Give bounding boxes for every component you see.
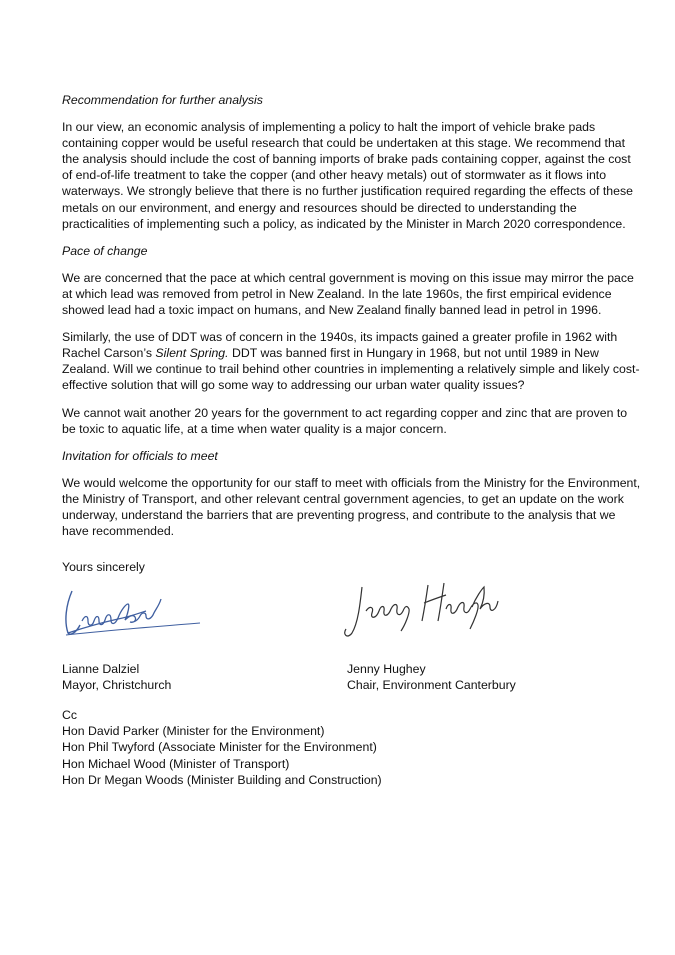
cc-section — [62, 707, 642, 787]
cc-label: Cc — [62, 708, 78, 723]
book-title: Silent Spring. — [155, 346, 229, 361]
pace-paragraph-2-start: Similarly, the use of DDT was of concern in the 1940s, its impacts gained a greater profile in 1962 with Rachel Carson’s — [62, 330, 618, 361]
pace-heading: Pace of change — [62, 243, 148, 258]
cc-recipient: Hon David Parker (Minister for the Environment) — [62, 724, 325, 739]
pace-paragraph-1: We are concerned that the pace at which central government is moving on this issue may mirror the pace at which lead was removed from petrol in New Zealand. In the late 1960s, the first empirical evidence showed lead had a toxic impact on humans, and New Zealand finally banned lead in petrol in 1996. — [62, 270, 634, 318]
pace-paragraph-2-end: DDT was banned first in Hungary in 1968, but not until 1989 in New Zealand. Will we continue to trail behind other countries in implementing a relatively simple and likely cost-effective solution that will go some way to addressing our urban water quality issues? — [62, 346, 640, 393]
signatory-hughey — [347, 661, 516, 693]
signature-hughey — [342, 577, 502, 643]
signature-dalziel — [60, 583, 210, 641]
cc-recipient: Hon Phil Twyford (Associate Minister for the Environment) — [62, 740, 377, 755]
signatory-name: Lianne Dalziel — [62, 662, 140, 677]
cc-recipient: Hon Michael Wood (Minister of Transport) — [62, 756, 290, 771]
closing-line: Yours sincerely — [62, 560, 145, 575]
letter-body — [62, 92, 642, 788]
signatory-name: Jenny Hughey — [347, 662, 426, 677]
pace-paragraph-3: We cannot wait another 20 years for the government to act regarding copper and zinc that are proven to be toxic to aquatic life, at a time when water quality is a major concern. — [62, 405, 628, 436]
recommendation-paragraph: In our view, an economic analysis of implementing a policy to halt the import of vehicle brake pads containing copper would be useful research that could be undertaken at this stage. We recommend that the analysis should include the cost of banning imports of brake pads containing copper, against the cost of end-of-life treatment to take the copper (and other heavy metals) out of stormwater as it flows into waterways. We strongly believe that there is no further justification required regarding the effects of these metals on our environment, and energy and resources should be directed to understanding the practicalities of implementing such a policy, as indicated by the Minister in March 2020 correspondence. — [62, 120, 633, 231]
pace-paragraph-2 — [62, 329, 642, 393]
signatory-dalziel — [62, 661, 171, 693]
cc-recipient: Hon Dr Megan Woods (Minister Building and Construction) — [62, 772, 382, 787]
signatory-title: Mayor, Christchurch — [62, 678, 172, 693]
invitation-heading: Invitation for officials to meet — [62, 448, 218, 463]
invitation-paragraph: We would welcome the opportunity for our staff to meet with officials from the Ministry for the Environment, the Ministry of Transport, and other relevant central government agencies, to get an update on the work underway, understand the barriers that are preventing progress, and contribute to the analysis that we have recommended. — [62, 475, 641, 539]
signatures-area — [62, 575, 642, 693]
signatory-title: Chair, Environment Canterbury — [347, 678, 516, 693]
recommendation-heading: Recommendation for further analysis — [62, 93, 263, 107]
